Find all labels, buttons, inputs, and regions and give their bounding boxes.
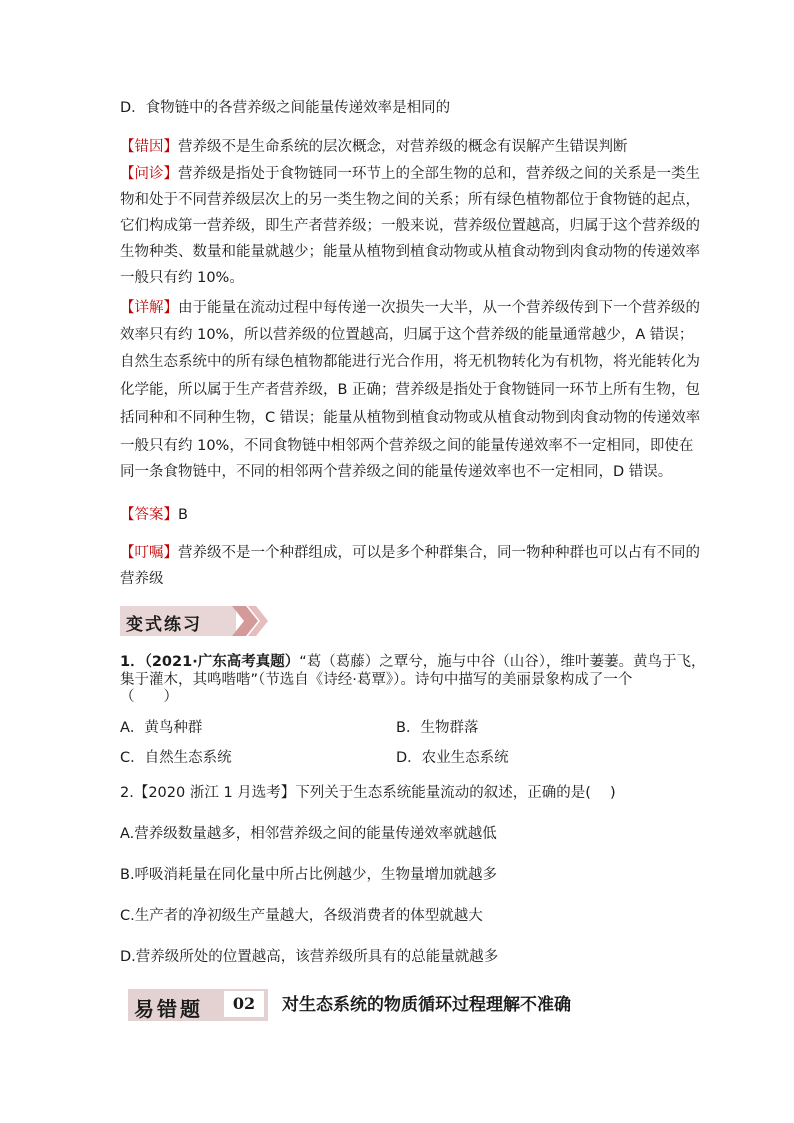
text-line (120, 436, 693, 456)
text-line (120, 352, 700, 372)
error-section-number: 02 (224, 991, 264, 1017)
line-text: 营养级不是一个种群组成，可以是多个种群集合，同一物种种群也可以占有不同的 (178, 545, 700, 561)
error-section-label: 易错题 (134, 997, 203, 1021)
section-tag: 【问诊】 (120, 166, 178, 182)
section-tag: 【答案】 (120, 507, 178, 523)
text-line (120, 216, 700, 236)
error-section-title: 对生态系统的物质循环过程理解不准确 (282, 995, 571, 1015)
line-text: 生物种类、数量和能量就越少；能量从植物到植食动物或从植食动物到肉食动物的传递效率 (120, 244, 700, 260)
q2-option-a: A.营养级数量越多，相邻营养级之间的能量传递效率就越低 (120, 826, 497, 842)
line-text: 一般只有约 10%。 (120, 270, 244, 286)
text-line (120, 98, 450, 118)
question-1-line-2: 集于灌木，其鸣喈喈”（节选自《诗经·葛覃》）。诗句中描写的美丽景象构成了一个 (120, 672, 633, 688)
text-line (120, 408, 700, 428)
text-line (120, 462, 672, 482)
text-line (120, 242, 700, 262)
line-text: 营养级 (120, 571, 164, 587)
text-line (120, 298, 700, 318)
text-line (120, 190, 700, 210)
section-tag: 【错因】 (120, 139, 178, 155)
text-line (120, 380, 700, 400)
section-tag: 【叮嘱】 (120, 545, 178, 561)
line-text: 由于能量在流动过程中每传递一次损失一大半，从一个营养级传到下一个营养级的 (178, 300, 700, 316)
text-line (120, 268, 244, 288)
q1-option-d: D．农业生态系统 (396, 750, 509, 766)
q1-option-c: C．自然生态系统 (120, 750, 232, 766)
q2-option-d: D.营养级所处的位置越高，该营养级所具有的总能量就越多 (120, 949, 499, 965)
line-text: 括同种和不同种生物，C 错误；能量从植物到植食动物或从植食动物到肉食动物的传递效率 (120, 410, 701, 426)
chevron-right-icon (232, 606, 272, 636)
question-1-line-1 (120, 652, 705, 672)
line-text: 物和处于不同营养级层次上的另一类生物之间的关系；所有绿色植物都位于食物链的起点， (120, 192, 700, 208)
line-text: 同一条食物链中，不同的相邻两个营养级之间的能量传递效率也不一定相同，D 错误。 (120, 464, 673, 480)
section-tag: 【详解】 (120, 300, 178, 316)
line-text: D．食物链中的各营养级之间能量传递效率是相同的 (120, 100, 451, 116)
text-line (120, 164, 700, 184)
question-1-line-3: （ ） (120, 689, 178, 705)
line-text: 化学能，所以属于生产者营养级，B 正确；营养级是指处于食物链同一环节上所有生物，包 (120, 382, 701, 398)
question-number: 1． (120, 654, 145, 670)
line-text: 一般只有约 10%，不同食物链中相邻两个营养级之间的能量传递效率不一定相同，即使在 (120, 438, 694, 454)
question-source: （2021·广东高考真题） (144, 654, 300, 670)
banner-box (120, 606, 236, 636)
question-2-stem: 2.【2020 浙江 1 月选考】下列关于生态系统能量流动的叙述，正确的是( ) (120, 785, 616, 801)
variant-practice-banner (120, 606, 270, 636)
error-section-banner (128, 989, 268, 1021)
line-text: 自然生态系统中的所有绿色植物都能进行光合作用，将无机物转化为有机物，将光能转化为 (120, 354, 700, 370)
text-line (120, 137, 628, 157)
question-text: “葛（葛藤）之覃兮，施与中谷（山谷），维叶萋萋。黄鸟于飞， (299, 654, 706, 670)
q1-option-b: B．生物群落 (396, 720, 479, 736)
line-text: 营养级不是生命系统的层次概念，对营养级的概念有误解产生错误判断 (178, 139, 628, 155)
text-line (120, 569, 164, 589)
q2-option-c: C.生产者的净初级生产量越大，各级消费者的体型就越大 (120, 908, 483, 924)
line-text: 效率只有约 10%，所以营养级的位置越高，归属于这个营养级的能量通常越少，A 错误； (120, 327, 694, 343)
line-text: 营养级是指处于食物链同一环节上的全部生物的总和，营养级之间的关系是一类生 (178, 166, 700, 182)
q1-option-a: A．黄鸟种群 (120, 720, 203, 736)
text-line (120, 505, 188, 525)
line-text: 它们构成第一营养级，即生产者营养级；一般来说，营养级位置越高，归属于这个营养级的 (120, 218, 700, 234)
q2-option-b: B.呼吸消耗量在同化量中所占比例越少，生物量增加就越多 (120, 867, 498, 883)
text-line (120, 325, 693, 345)
line-text: B (178, 507, 188, 523)
text-line (120, 543, 700, 563)
banner-label: 变式练习 (126, 615, 202, 635)
